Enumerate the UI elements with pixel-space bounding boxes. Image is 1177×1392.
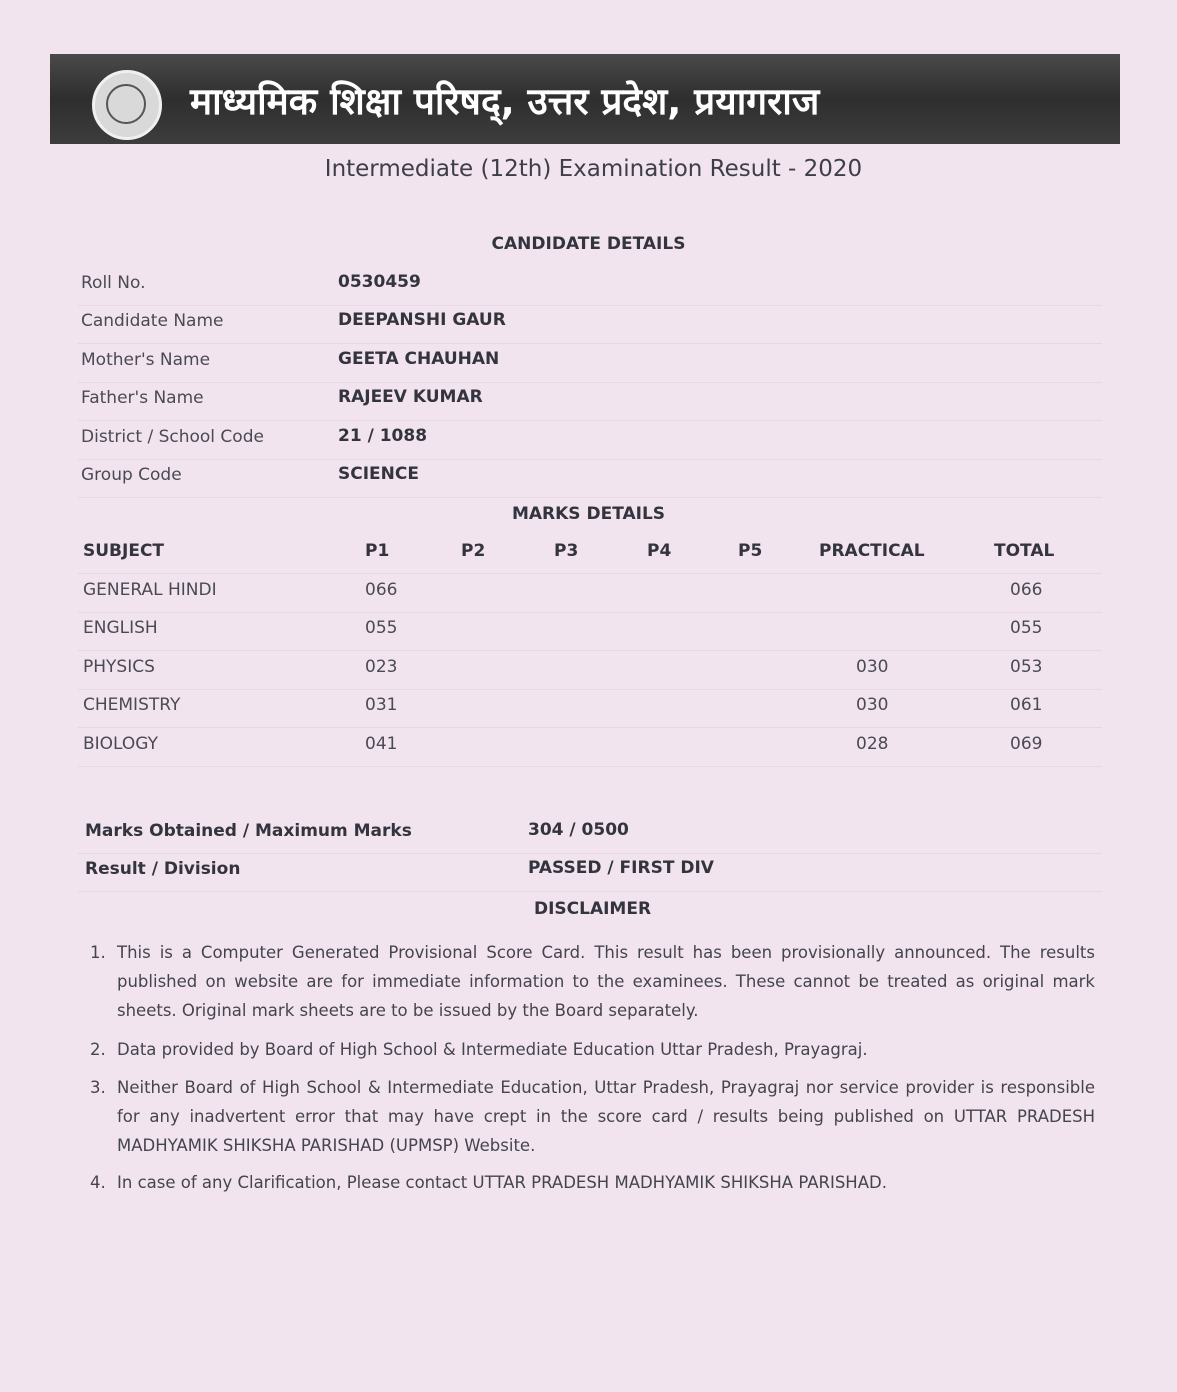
item-number: 2. [90,1040,106,1059]
col-p2: P2 [461,541,486,561]
practical-cell: 028 [856,734,889,754]
result-division-label: Result / Division [85,859,241,879]
group-code-row [78,459,1102,498]
col-total: TOTAL [994,541,1055,561]
page-title: Intermediate (12th) Examination Result - 2020 [324,156,863,182]
field-label: Father's Name [81,388,204,408]
field-label: Mother's Name [81,350,211,370]
field-label: Roll No. [81,273,146,293]
item-number: 3. [90,1078,106,1097]
col-subject: SUBJECT [83,541,165,561]
practical-cell: 030 [856,657,889,677]
table-row [78,612,1102,651]
header-banner [50,54,1120,144]
district-school-code-row [78,421,1102,460]
marks-obtained-row [78,815,1102,854]
p1-cell: 066 [365,580,398,600]
subject-cell: CHEMISTRY [83,695,181,715]
p1-cell: 031 [365,695,398,715]
mother-name-row [78,344,1102,383]
result-division-value: PASSED / FIRST DIV [528,858,714,878]
marks-obtained-label: Marks Obtained / Maximum Marks [85,821,412,841]
disclaimer-item [90,1073,1095,1160]
field-value: RAJEEV KUMAR [338,387,483,407]
total-cell: 069 [1010,734,1043,754]
candidate-name-row [78,305,1102,344]
total-cell: 066 [1010,580,1043,600]
table-row [78,574,1102,613]
subject-cell: PHYSICS [83,657,155,677]
marks-details-heading: MARKS DETAILS [511,504,666,524]
field-value: 21 / 1088 [338,426,428,446]
field-value: 0530459 [338,272,421,292]
field-value: DEEPANSHI GAUR [338,310,506,330]
practical-cell: 030 [856,695,889,715]
board-seal-icon [92,70,162,140]
candidate-details-heading: CANDIDATE DETAILS [491,234,686,254]
item-text: Neither Board of High School & Intermediate Education, Uttar Pradesh, Prayagraj nor service provider is responsible for any inadvertent error that may have crept in the score card / results being published on UTTAR PRADESH MADHYAMIK SHIKSHA PARISHAD (UPMSP) Website. [117,1078,1095,1155]
item-text: Data provided by Board of High School & Intermediate Education Uttar Pradesh, Prayagraj. [117,1040,868,1059]
p1-cell: 041 [365,734,398,754]
item-text: In case of any Clarification, Please contact UTTAR PRADESH MADHYAMIK SHIKSHA PARISHAD. [117,1173,887,1192]
disclaimer-heading: DISCLAIMER [533,899,652,919]
total-cell: 055 [1010,618,1043,638]
table-row [78,689,1102,728]
subject-cell: GENERAL HINDI [83,580,217,600]
roll-no-row [78,267,1102,306]
disclaimer-item [90,938,1095,1025]
item-text: This is a Computer Generated Provisional Score Card. This result has been provisionally announced. The results published on website are for immediate information to the examinees. These cannot be treated as original mark sheets. Original mark sheets are to be issued by the Board separately. [117,943,1095,1020]
subject-cell: BIOLOGY [83,734,159,754]
table-row [78,728,1102,767]
field-value: SCIENCE [338,464,419,484]
board-title: माध्यमिक शिक्षा परिषद्, उत्तर प्रदेश, प्रयागराज [190,80,820,123]
item-number: 4. [90,1173,106,1192]
col-p4: P4 [647,541,672,561]
field-label: Group Code [81,465,182,485]
result-division-row [78,853,1102,892]
disclaimer-item [90,1035,1095,1064]
father-name-row [78,382,1102,421]
disclaimer-item [90,1168,1095,1197]
table-row [78,651,1102,690]
col-p5: P5 [738,541,763,561]
col-practical: PRACTICAL [819,541,925,561]
total-cell: 053 [1010,657,1043,677]
subject-cell: ENGLISH [83,618,158,638]
p1-cell: 055 [365,618,398,638]
field-label: District / School Code [81,427,264,447]
col-p3: P3 [554,541,579,561]
marks-header-row [78,535,1102,574]
field-label: Candidate Name [81,311,224,331]
p1-cell: 023 [365,657,398,677]
field-value: GEETA CHAUHAN [338,349,500,369]
col-p1: P1 [365,541,390,561]
marks-obtained-value: 304 / 0500 [528,820,629,840]
total-cell: 061 [1010,695,1043,715]
item-number: 1. [90,943,106,962]
